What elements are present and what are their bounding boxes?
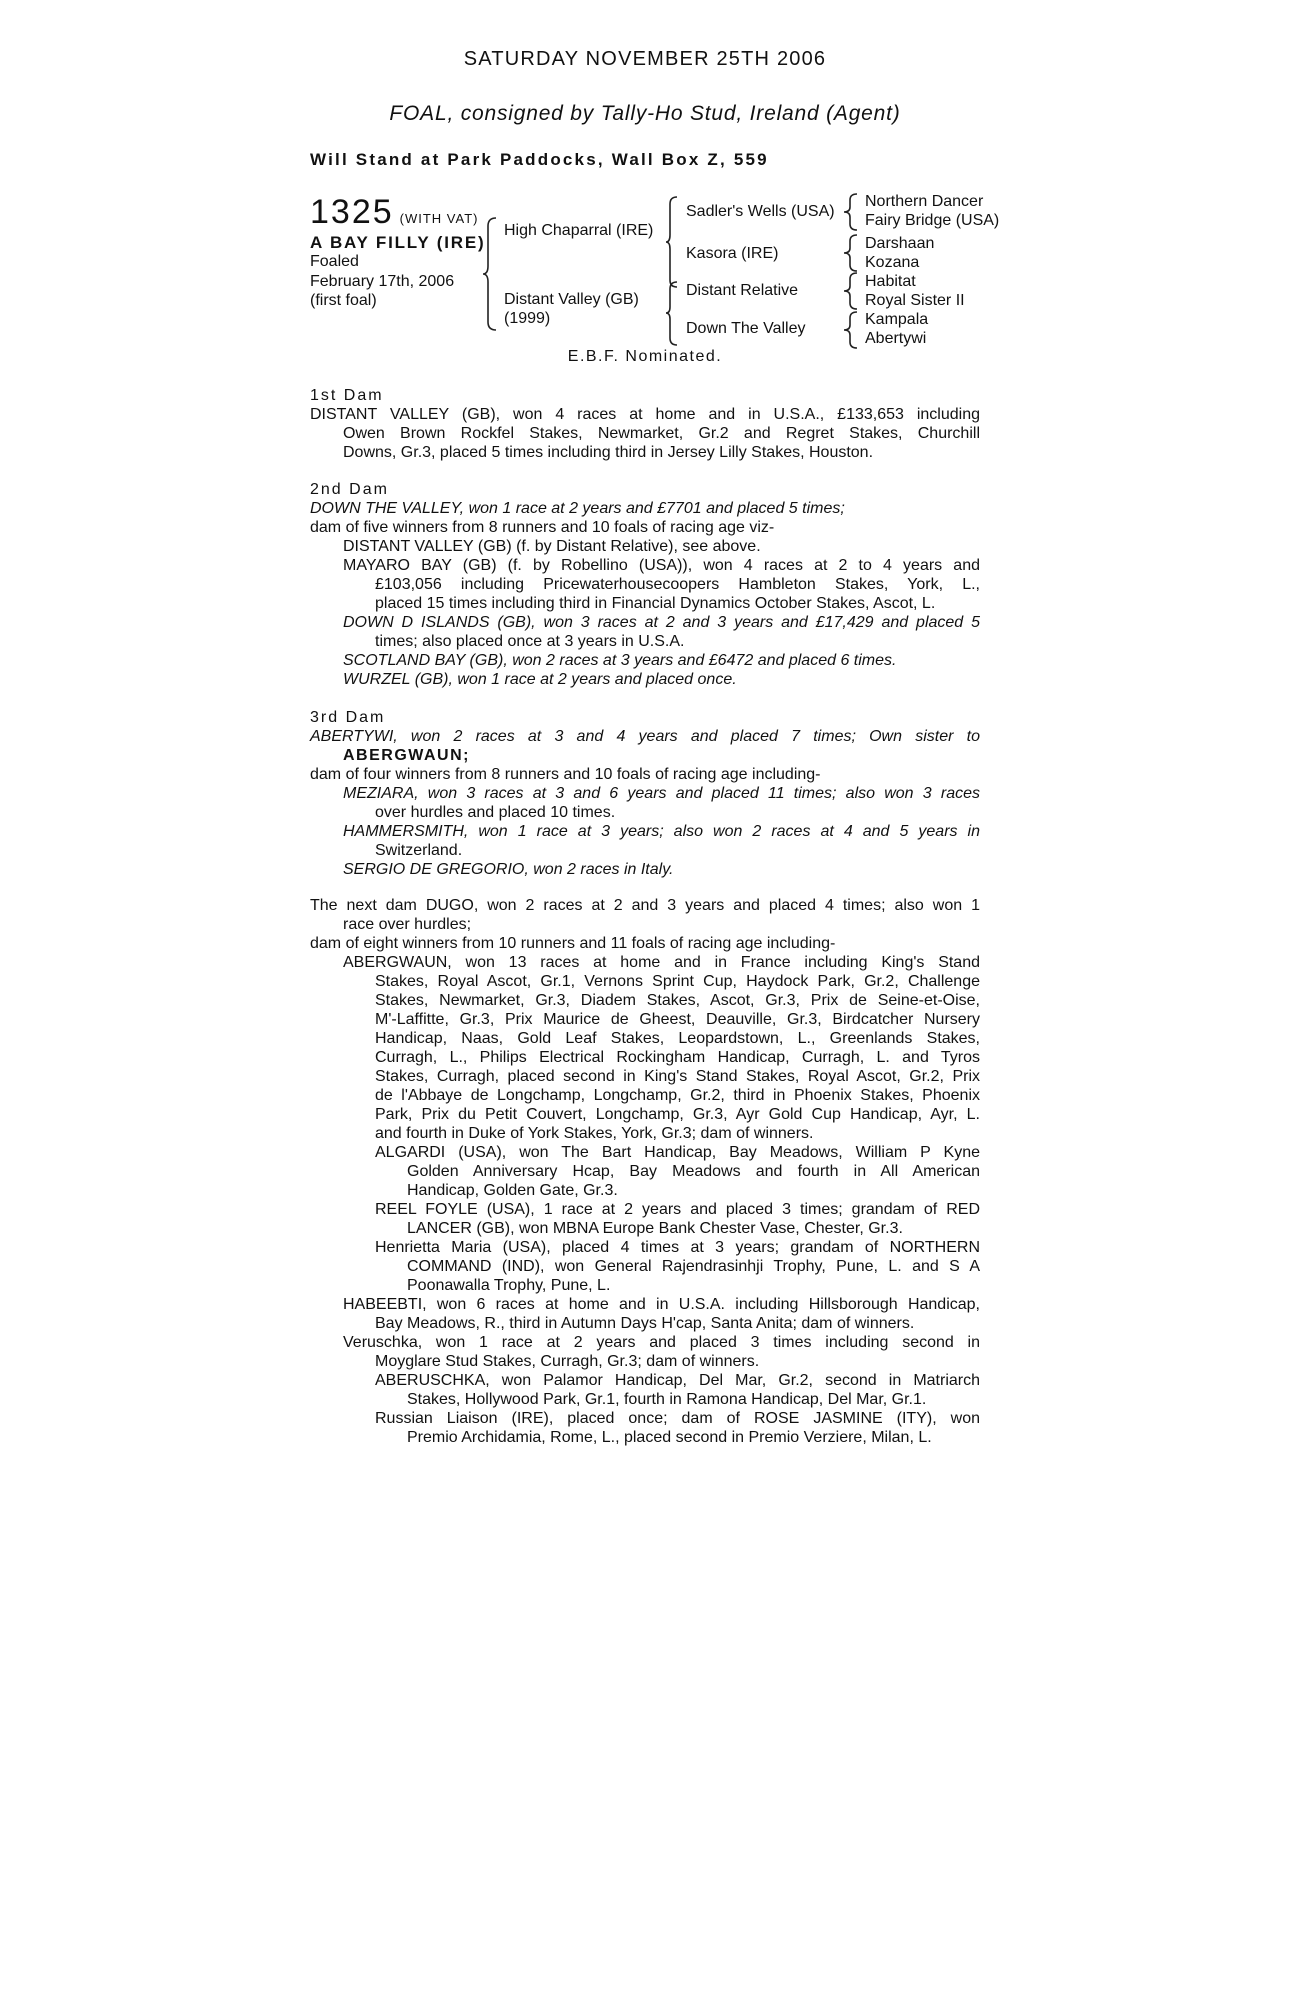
next-dam-line: LANCER (GB), won MBNA Europe Bank Chester Vase, Chester, Gr.3. [407,1220,903,1237]
second-dam-heading: 2nd Dam [310,481,389,498]
pedigree-brace-dd [843,310,863,350]
next-dam-line: Stakes, Newmarket, Gr.3, Diadem Stakes, Ascot, Gr.3, Prix de Seine-et-Oise, [375,992,980,1009]
first-dam-section [310,386,980,462]
pedigree-brace-sd [843,233,863,273]
next-dam-line: dam of eight winners from 10 runners and 11 foals of racing age including- [310,935,836,952]
second-dam-line: placed 15 times including third in Financial Dynamics October Stakes, Ascot, L. [375,595,936,612]
pedigree-dam: Distant Valley (GB) [504,291,639,308]
next-dam-line: ABERUSCHKA, won Palamor Handicap, Del Mar, Gr.2, second in Matriarch [375,1372,980,1389]
next-dam-line: Moyglare Stud Stakes, Curragh, Gr.3; dam of winners. [375,1353,760,1370]
next-dam-line: Veruschka, won 1 race at 2 years and placed 3 times including second in [343,1334,980,1351]
third-dam-line: MEZIARA, won 3 races at 3 and 6 years and placed 11 times; also won 3 races [343,785,980,802]
next-dam-line: Russian Liaison (IRE), placed once; dam of ROSE JASMINE (ITY), won [375,1410,980,1427]
pedigree-gen3-6: Royal Sister II [865,292,965,309]
next-dam-line: de l'Abbaye de Longchamp, Longchamp, Gr.2, third in Phoenix Stakes, Phoenix [375,1087,980,1104]
pedigree-sire-dam: Kasora (IRE) [686,245,779,262]
second-dam-line: SCOTLAND BAY (GB), won 2 races at 3 years and £6472 and placed 6 times. [343,652,897,669]
next-dam-line: ABERGWAUN, won 13 races at home and in France including King's Stand [343,954,980,971]
stand-location: Will Stand at Park Paddocks, Wall Box Z, 559 [310,150,769,169]
third-dam-line: SERGIO DE GREGORIO, won 2 races in Italy. [343,861,674,878]
lot-number: 1325 [310,193,394,231]
next-dam-line: Curragh, L., Philips Electrical Rockingham Handicap, Curragh, L. and Tyros [375,1049,980,1066]
next-dam-line: Bay Meadows, R., third in Autumn Days H'cap, Santa Anita; dam of winners. [375,1315,915,1332]
pedigree-sire: High Chaparral (IRE) [504,222,654,239]
next-dam-line: Stakes, Curragh, placed second in King's Stand Stakes, Royal Ascot, Gr.2, Prix [375,1068,980,1085]
pedigree-brace-sire [665,195,683,291]
pedigree-gen3-4: Kozana [865,254,920,271]
second-dam-line: DOWN THE VALLEY, won 1 race at 2 years and £7701 and placed 5 times; [310,500,845,517]
third-dam-line: over hurdles and placed 10 times. [375,804,616,821]
next-dam-line: COMMAND (IND), won General Rajendrasinhji Trophy, Pune, L. and S A [407,1258,980,1275]
next-dam-line: Stakes, Hollywood Park, Gr.1, fourth in Ramona Handicap, Del Mar, Gr.1. [407,1391,927,1408]
third-dam-line: HAMMERSMITH, won 1 race at 3 years; also won 2 races at 4 and 5 years in [343,823,980,840]
first-dam-line: DISTANT VALLEY (GB), won 4 races at home and in U.S.A., £133,653 including [310,406,980,423]
pedigree-gen3-2: Fairy Bridge (USA) [865,212,1000,229]
third-dam-line: ABERGWAUN; [343,747,470,764]
first-dam-line: Owen Brown Rockfel Stakes, Newmarket, Gr.2 and Regret Stakes, Churchill [343,425,980,442]
first-foal-note: (first foal) [310,292,377,309]
next-dam-line: REEL FOYLE (USA), 1 race at 2 years and placed 3 times; grandam of RED [375,1201,980,1218]
next-dam-line: Poonawalla Trophy, Pune, L. [407,1277,611,1294]
next-dam-line: Handicap, Golden Gate, Gr.3. [407,1182,618,1199]
second-dam-section [310,480,980,689]
pedigree-sire-sire: Sadler's Wells (USA) [686,203,835,220]
second-dam-line: DOWN D ISLANDS (GB), won 3 races at 2 and 3 years and £17,429 and placed 5 [343,614,980,631]
next-dam-line: Premio Archidamia, Rome, L., placed second in Premio Verziere, Milan, L. [407,1429,932,1446]
next-dam-line: Henrietta Maria (USA), placed 4 times at 3 years; grandam of NORTHERN [375,1239,980,1256]
second-dam-line: MAYARO BAY (GB) (f. by Robellino (USA)), won 4 races at 2 to 4 years and [343,557,980,574]
third-dam-section [310,708,980,879]
third-dam-line: dam of four winners from 8 runners and 10 foals of racing age including- [310,766,821,783]
consignment-line: FOAL, consigned by Tally-Ho Stud, Ireland (Agent) [389,102,901,125]
pedigree-dam-year: (1999) [504,310,551,327]
pedigree-dam-sire: Distant Relative [686,282,799,299]
lot-number-block [310,193,478,232]
third-dam-line: Switzerland. [375,842,463,859]
second-dam-line: DISTANT VALLEY (GB) (f. by Distant Relative), see above. [343,538,761,555]
pedigree-brace-dam [665,280,683,348]
pedigree-brace-main [482,216,504,332]
foaled-label: Foaled [310,253,359,270]
vat-note: (WITH VAT) [399,211,479,226]
pedigree-gen3-1: Northern Dancer [865,193,984,210]
ebf-nominated: E.B.F. Nominated. [567,348,723,365]
pedigree-brace-ds [843,271,863,311]
next-dam-section [310,896,980,1447]
first-dam-heading: 1st Dam [310,387,384,404]
pedigree-gen3-3: Darshaan [865,235,935,252]
pedigree-gen3-5: Habitat [865,273,916,290]
first-dam-line: Downs, Gr.3, placed 5 times including third in Jersey Lilly Stakes, Houston. [343,444,874,461]
next-dam-line: M'-Laffitte, Gr.3, Prix Maurice de Gheest, Deauville, Gr.3, Birdcatcher Nursery [375,1011,980,1028]
pedigree-dam-dam: Down The Valley [686,320,806,337]
sale-date: SATURDAY NOVEMBER 25TH 2006 [463,48,827,70]
third-dam-line: ABERTYWI, won 2 races at 3 and 4 years and placed 7 times; Own sister to [310,728,980,745]
next-dam-line: ALGARDI (USA), won The Bart Handicap, Bay Meadows, William P Kyne [375,1144,980,1161]
second-dam-line: times; also placed once at 3 years in U.S.A. [375,633,685,650]
next-dam-line: Golden Anniversary Hcap, Bay Meadows and fourth in All American [407,1163,980,1180]
next-dam-line: The next dam DUGO, won 2 races at 2 and 3 years and placed 4 times; also won 1 [310,897,980,914]
foaled-date: February 17th, 2006 [310,273,455,290]
second-dam-line: dam of five winners from 8 runners and 10 foals of racing age viz- [310,519,775,536]
second-dam-line: WURZEL (GB), won 1 race at 2 years and placed once. [343,671,737,688]
pedigree-brace-ss [843,192,863,232]
next-dam-line: Handicap, Naas, Gold Leaf Stakes, Leopardstown, L., Greenlands Stakes, [375,1030,980,1047]
second-dam-line: £103,056 including Pricewaterhousecoopers Hambleton Stakes, York, L., [375,576,980,593]
next-dam-line: and fourth in Duke of York Stakes, York, Gr.3; dam of winners. [375,1125,814,1142]
next-dam-line: Stakes, Royal Ascot, Gr.1, Vernons Sprint Cup, Haydock Park, Gr.2, Challenge [375,973,980,990]
pedigree-gen3-7: Kampala [865,311,929,328]
third-dam-heading: 3rd Dam [310,709,386,726]
next-dam-line: HABEEBTI, won 6 races at home and in U.S.A. including Hillsborough Handicap, [343,1296,980,1313]
pedigree-gen3-8: Abertywi [865,330,927,347]
horse-name: A BAY FILLY (IRE) [310,233,486,252]
next-dam-line: Park, Prix du Petit Couvert, Longchamp, Gr.3, Ayr Gold Cup Handicap, Ayr, L. [375,1106,980,1123]
next-dam-line: race over hurdles; [343,916,472,933]
